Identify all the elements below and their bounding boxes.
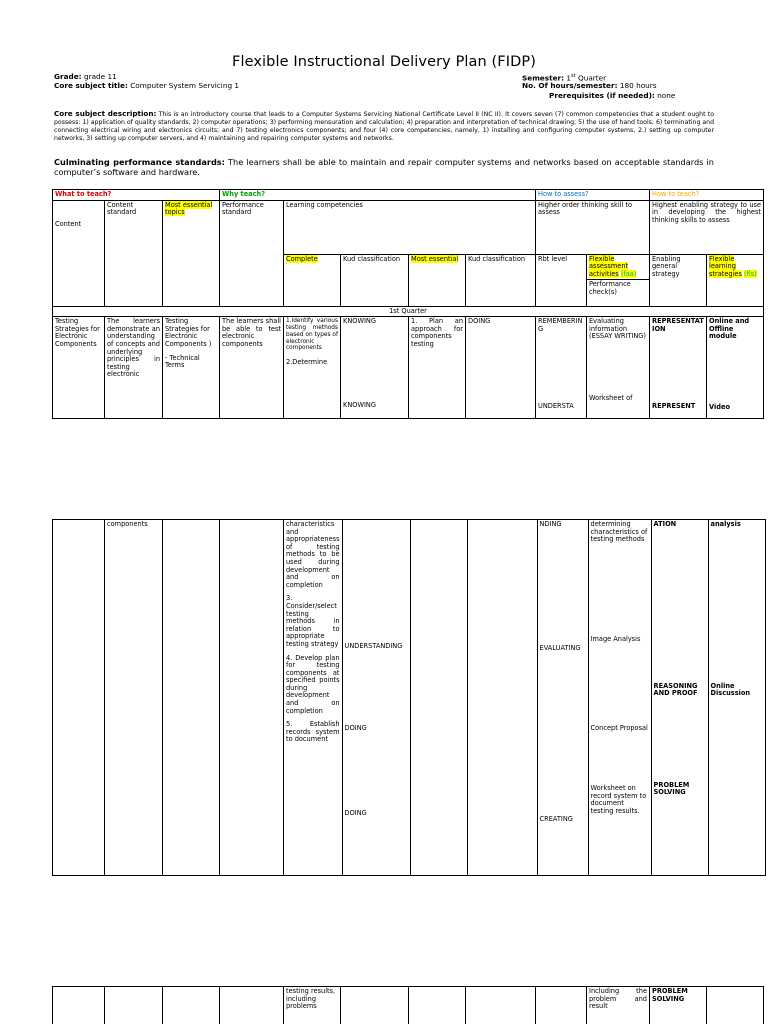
fls-cell — [707, 987, 764, 1024]
most-essential-header — [409, 254, 466, 306]
fidp-table-3 — [52, 986, 764, 1024]
kud-cell-2: DOING — [466, 317, 536, 419]
competency-2-start: 2.Determine — [286, 358, 328, 367]
description-label: Core subject description: — [54, 109, 157, 118]
faa-determining: determining characteristics of testing methods — [590, 520, 648, 544]
prereq-label: Prerequisites (if needed): — [549, 91, 655, 100]
subject-line — [54, 81, 239, 90]
kud-classification-header-1: Kud classification — [341, 254, 409, 306]
content-header: Content — [53, 200, 105, 306]
fidp-table-1 — [52, 189, 764, 419]
most-essential-label: Most essential — [411, 254, 459, 263]
why-teach-header: Why teach? — [220, 190, 536, 201]
table-row — [53, 520, 766, 876]
kud-classification-header-2: Kud classification — [466, 254, 536, 306]
prereq-line — [549, 91, 675, 100]
rbt-evaluating: EVALUATING — [539, 643, 581, 652]
kud-knowing-1: KNOWING — [343, 317, 376, 326]
description-text: This is an introductory course that leads to a Computer Systems Servicing National Certificate Level II (NC II). It covers seven (7) common competencies that a student ought to possess: 1) application of quality standards, 2) computer operations; 3) performing mensuration and calculation; 4) preparation and interpretation of technical drawing; 5) the use of hand tools; 6) terminating and connecting electrical wiring and electronics circuits; and 7) testing electronics components; and four (4) core competencies, namely, 1) installing and configuring computer systems, 2.) setting up computer networks, 3) setting up computer servers, and 4) maintaining and repairing computer systems and networks. — [54, 111, 714, 142]
fls-header — [707, 254, 764, 306]
kud-understanding: UNDERSTANDING — [344, 642, 403, 650]
faa-header — [587, 254, 650, 306]
performance-standard-header: Performance standard — [220, 200, 284, 306]
eg-ation: ATION — [653, 520, 677, 528]
content-cell: Testing Strategies for Electronic Components — [53, 317, 105, 419]
eg-representation: REPRESENTATION — [652, 317, 704, 333]
performance-standard-cell: The learners shall be able to test electronic components — [220, 317, 284, 419]
kud-cell-1 — [341, 317, 409, 419]
most-essential-topics-label: Most essential topics — [165, 200, 213, 217]
kud-doing-5: DOING — [344, 809, 367, 818]
enabling-cell — [651, 520, 708, 876]
rbt-cell — [536, 317, 587, 419]
performance-standard-cell — [220, 987, 284, 1024]
enabling-strategy-header: Enabling general strategy — [650, 254, 707, 306]
subject-value: Computer System Servicing 1 — [130, 81, 240, 90]
competency-2-cont: characteristics and appropriateness of testing methods to be used during development and on completion — [286, 520, 340, 589]
table-row — [53, 987, 764, 1024]
topics-cell — [163, 520, 220, 876]
most-essential-cell — [409, 987, 466, 1024]
performance-standard-cell — [220, 520, 284, 876]
kud-cell-2 — [467, 520, 537, 876]
competency-1: 1.Identify various testing methods based on types of electronic components — [286, 318, 338, 352]
rbt-cell — [537, 520, 588, 876]
content-cell — [53, 987, 105, 1024]
category-row — [53, 190, 764, 201]
grade-value: grade 11 — [83, 72, 117, 81]
faa-worksheet: Worksheet of — [589, 393, 633, 402]
learning-competencies-header: Learning competencies — [284, 200, 536, 254]
faa-cell — [587, 317, 650, 419]
competency-cell — [284, 520, 343, 876]
content-cell — [53, 520, 105, 876]
most-essential-cell — [410, 520, 467, 876]
topics-text: Testing Strategies for Electronic Components ) — [165, 317, 212, 348]
content-standard-cell: The learners demonstrate an understanding of concepts and underlying principles in testing electronic — [105, 317, 163, 419]
kud-cell-1 — [341, 987, 409, 1024]
content-standard-cell — [105, 987, 163, 1024]
prereq-value: none — [657, 91, 676, 100]
rbt-remembering: REMEMBERING — [538, 317, 583, 333]
faa-essay: Evaluating information (ESSAY WRITING) — [589, 317, 646, 341]
fls-label: Flexible learning strategies — [709, 254, 742, 278]
quarter-row — [53, 306, 764, 317]
competency-cell: testing results, including problems — [284, 987, 341, 1024]
faa-image-analysis: Image Analysis — [590, 634, 641, 643]
competency-cell — [284, 317, 341, 419]
grade-label: Grade: — [54, 72, 82, 81]
semester-sup: st — [571, 73, 576, 79]
kud-cell-2 — [466, 987, 536, 1024]
competency-4: 4. Develop plan for testing components at specified points during development and on completion — [286, 653, 340, 715]
fidp-table-2 — [52, 519, 766, 876]
table-row — [53, 317, 764, 419]
culminating-standards — [54, 157, 714, 178]
eg-reasoning: REASONING AND PROOF — [653, 681, 698, 698]
hours-line — [522, 81, 657, 90]
how-to-assess-header: How to assess? — [536, 190, 650, 201]
rbt-cell — [536, 987, 587, 1024]
what-to-teach-header: What to teach? — [53, 190, 220, 201]
fls-cell — [707, 317, 764, 419]
enabling-cell: PROBLEM SOLVING — [650, 987, 707, 1024]
fls-video: Video — [709, 402, 730, 411]
rbt-understa: UNDERSTA — [538, 402, 574, 411]
most-essential-topics-header — [163, 200, 220, 306]
semester-label: Semester: — [522, 73, 565, 83]
rbt-level-header: Rbt level — [536, 254, 587, 306]
fls-online-discussion: Online Discussion — [710, 681, 751, 698]
fls-module: Online and Offline module — [709, 317, 750, 341]
faa-cell: Including the problem and result — [587, 987, 650, 1024]
hots-header: Higher order thinking skill to assess — [536, 200, 650, 254]
eg-represent: REPRESENT — [652, 402, 696, 411]
subject-label: Core subject title: — [54, 81, 128, 90]
fls-cell — [708, 520, 765, 876]
technical-terms: - Technical Terms — [165, 353, 200, 370]
kud-doing-4: DOING — [344, 723, 367, 732]
content-standard-header: Content standard — [105, 200, 163, 306]
enabling-cell — [650, 317, 707, 419]
topics-cell — [163, 987, 220, 1024]
competency-5: 5. Establish records system to document — [286, 720, 340, 744]
eg-problem-solving: PROBLEM SOLVING — [653, 780, 690, 797]
culminating-text: The learners shall be able to maintain and repair computer systems and networks based on acceptable standards in computer’s software and hardware. — [54, 157, 714, 178]
quarter-label: 1st Quarter — [53, 306, 764, 317]
hes-header: Highest enabling strategy to use in developing the highest thinking skills to assess — [650, 200, 764, 254]
rbt-creating: CREATING — [539, 815, 573, 824]
how-to-teach-header: How to teach? — [650, 190, 764, 201]
faa-concept-proposal: Concept Proposal — [590, 724, 648, 733]
fls-tag: (fls) — [744, 269, 757, 278]
performance-check-label: Performance check(s) — [589, 280, 631, 296]
competency-3: 3. Consider/select testing methods in relation to appropriate testing strategy — [286, 594, 340, 648]
semester-value: 1 — [566, 73, 572, 83]
faa-cell-top — [587, 255, 649, 281]
grade-line — [54, 72, 117, 81]
faa-worksheet-record: Worksheet on record system to document testing results. — [590, 783, 647, 815]
culminating-label: Culminating performance standards: — [54, 157, 225, 167]
kud-knowing-2: KNOWING — [343, 400, 376, 409]
kud-cell-1 — [342, 520, 410, 876]
core-subject-description — [54, 110, 714, 143]
most-essential-cell: 1. Plan an approach for components testing — [409, 317, 466, 419]
complete-label: Complete — [286, 254, 318, 263]
semester-value-post: Quarter — [577, 73, 607, 83]
faa-cell — [588, 520, 651, 876]
rbt-nding: NDING — [539, 520, 562, 528]
content-standard-cell: components — [105, 520, 163, 876]
column-header-row — [53, 200, 764, 254]
fls-analysis: analysis — [710, 520, 741, 528]
faa-label: Flexible assessment activities — [589, 254, 629, 278]
hours-value: 180 hours — [619, 81, 657, 90]
page-title: Flexible Instructional Delivery Plan (FIDP) — [232, 54, 536, 70]
hours-label: No. Of hours/semester: — [522, 81, 618, 90]
faa-tag: (faa) — [620, 269, 637, 278]
complete-header — [284, 254, 341, 306]
topics-cell — [163, 317, 220, 419]
